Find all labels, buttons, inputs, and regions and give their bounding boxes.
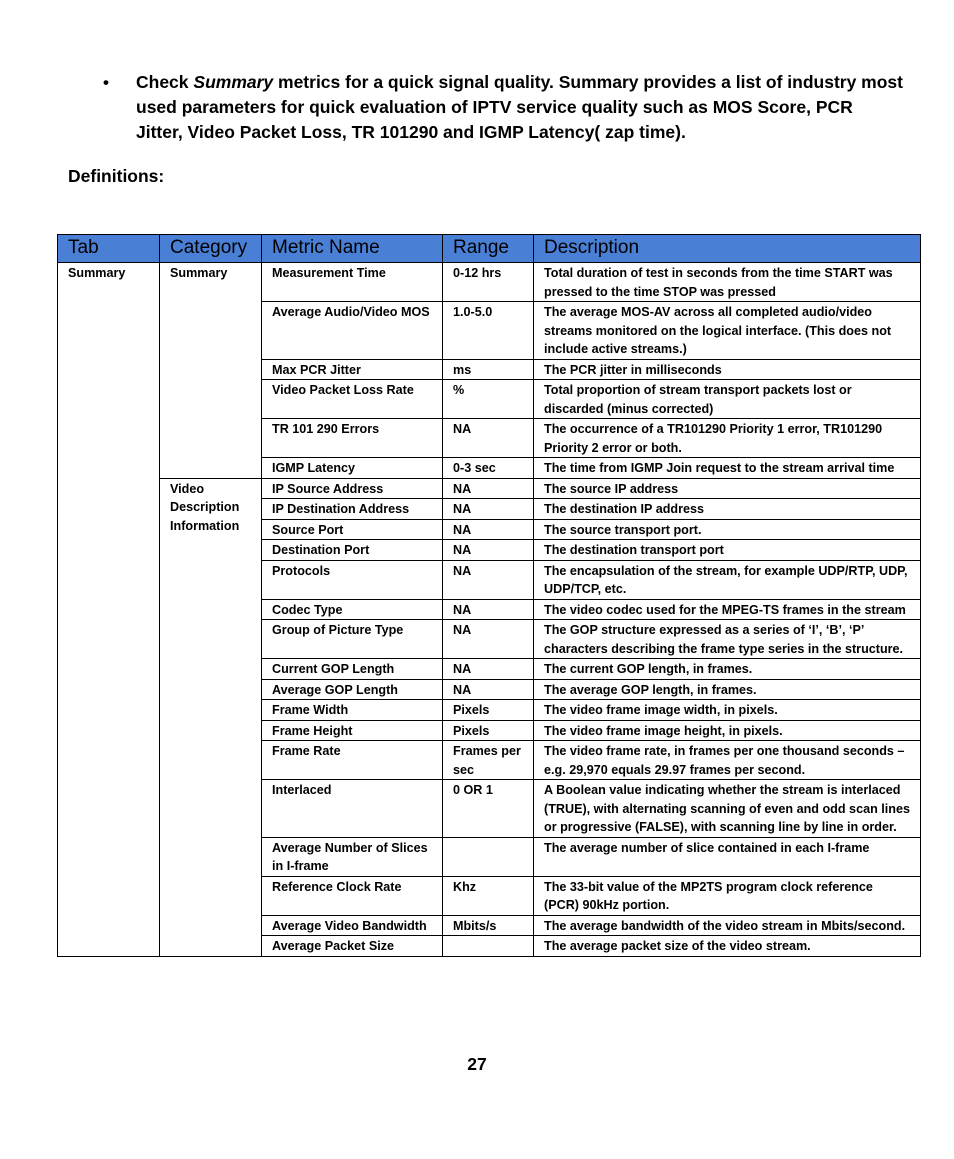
bullet-icon: • [103,73,109,92]
metric-name-cell: Frame Width [262,700,443,721]
description-cell: The video frame rate, in frames per one thousand seconds – e.g. 29,970 equals 29.97 frames per second. [534,741,921,780]
range-cell: 0-3 sec [443,458,534,479]
metric-name-cell: Average Audio/Video MOS [262,302,443,360]
intro-text [136,70,903,145]
header-description: Description [534,235,921,263]
range-cell: Mbits/s [443,915,534,936]
description-cell: The occurrence of a TR101290 Priority 1 error, TR101290 Priority 2 error or both. [534,419,921,458]
metric-name-cell: TR 101 290 Errors [262,419,443,458]
metric-name-cell: Average Number of Slices in I-frame [262,837,443,876]
header-range: Range [443,235,534,263]
header-metric-name: Metric Name [262,235,443,263]
metric-name-cell: IP Destination Address [262,499,443,520]
category-cell: Summary [160,263,262,479]
description-cell: The average GOP length, in frames. [534,679,921,700]
range-cell: NA [443,519,534,540]
description-cell: The destination IP address [534,499,921,520]
range-cell: Pixels [443,720,534,741]
range-cell: NA [443,599,534,620]
metric-name-cell: Measurement Time [262,263,443,302]
range-cell: Pixels [443,700,534,721]
table-row [58,263,921,302]
description-cell: The average MOS-AV across all completed audio/video streams monitored on the logical interface. (This does not include active streams.) [534,302,921,360]
range-cell: NA [443,659,534,680]
description-cell: The video frame image height, in pixels. [534,720,921,741]
intro-before: Check [136,72,194,92]
metric-name-cell: Video Packet Loss Rate [262,380,443,419]
range-cell: Khz [443,876,534,915]
metric-name-cell: Destination Port [262,540,443,561]
description-cell: The video frame image width, in pixels. [534,700,921,721]
range-cell: % [443,380,534,419]
intro-bullet [103,70,903,145]
range-cell: NA [443,540,534,561]
range-cell: 0 OR 1 [443,780,534,838]
description-cell: The time from IGMP Join request to the stream arrival time [534,458,921,479]
description-cell: The GOP structure expressed as a series of ‘I’, ‘B’, ‘P’ characters describing the frame type series in the structure. [534,620,921,659]
range-cell [443,936,534,957]
range-cell: NA [443,679,534,700]
metrics-table [57,234,921,957]
header-tab: Tab [58,235,160,263]
metric-name-cell: Frame Height [262,720,443,741]
description-cell: The encapsulation of the stream, for example UDP/RTP, UDP, UDP/TCP, etc. [534,560,921,599]
metric-name-cell: Source Port [262,519,443,540]
range-cell [443,837,534,876]
description-cell: The average packet size of the video stream. [534,936,921,957]
description-cell: The 33-bit value of the MP2TS program clock reference (PCR) 90kHz portion. [534,876,921,915]
description-cell: The current GOP length, in frames. [534,659,921,680]
range-cell: NA [443,499,534,520]
definitions-heading: Definitions: [68,166,165,186]
range-cell: Frames per sec [443,741,534,780]
metric-name-cell: IP Source Address [262,478,443,499]
table-header-row [58,235,921,263]
description-cell: A Boolean value indicating whether the stream is interlaced (TRUE), with alternating scanning of even and odd scan lines or progressive (FALSE), with scanning line by line in order. [534,780,921,838]
description-cell: Total duration of test in seconds from the time START was pressed to the time STOP was pressed [534,263,921,302]
description-cell: The PCR jitter in milliseconds [534,359,921,380]
range-cell: NA [443,560,534,599]
metric-name-cell: Current GOP Length [262,659,443,680]
metric-name-cell: Frame Rate [262,741,443,780]
metric-name-cell: Max PCR Jitter [262,359,443,380]
metric-name-cell: Average Video Bandwidth [262,915,443,936]
metric-name-cell: Codec Type [262,599,443,620]
description-cell: The video codec used for the MPEG-TS frames in the stream [534,599,921,620]
category-cell: Video Description Information [160,478,262,956]
tab-cell: Summary [58,263,160,957]
range-cell: NA [443,478,534,499]
description-cell: Total proportion of stream transport packets lost or discarded (minus corrected) [534,380,921,419]
description-cell: The average number of slice contained in each I-frame [534,837,921,876]
intro-italic: Summary [193,72,274,92]
range-cell: ms [443,359,534,380]
range-cell: NA [443,620,534,659]
table-row [58,478,921,499]
page-number: 27 [467,1054,487,1074]
description-cell: The source transport port. [534,519,921,540]
metric-name-cell: Average GOP Length [262,679,443,700]
description-cell: The average bandwidth of the video stream in Mbits/second. [534,915,921,936]
metric-name-cell: Interlaced [262,780,443,838]
metric-name-cell: Protocols [262,560,443,599]
table-body [58,263,921,957]
description-cell: The destination transport port [534,540,921,561]
range-cell: 0-12 hrs [443,263,534,302]
metric-name-cell: Group of Picture Type [262,620,443,659]
intro-after: metrics for a quick signal quality. Summary provides a list of industry most used parameters for quick evaluation of IPTV service quality such as MOS Score, PCR Jitter, Video Packet Loss, TR 101290 and IGMP Latency( zap time). [136,72,903,142]
metric-name-cell: Reference Clock Rate [262,876,443,915]
metric-name-cell: IGMP Latency [262,458,443,479]
range-cell: NA [443,419,534,458]
description-cell: The source IP address [534,478,921,499]
header-category: Category [160,235,262,263]
range-cell: 1.0-5.0 [443,302,534,360]
metric-name-cell: Average Packet Size [262,936,443,957]
